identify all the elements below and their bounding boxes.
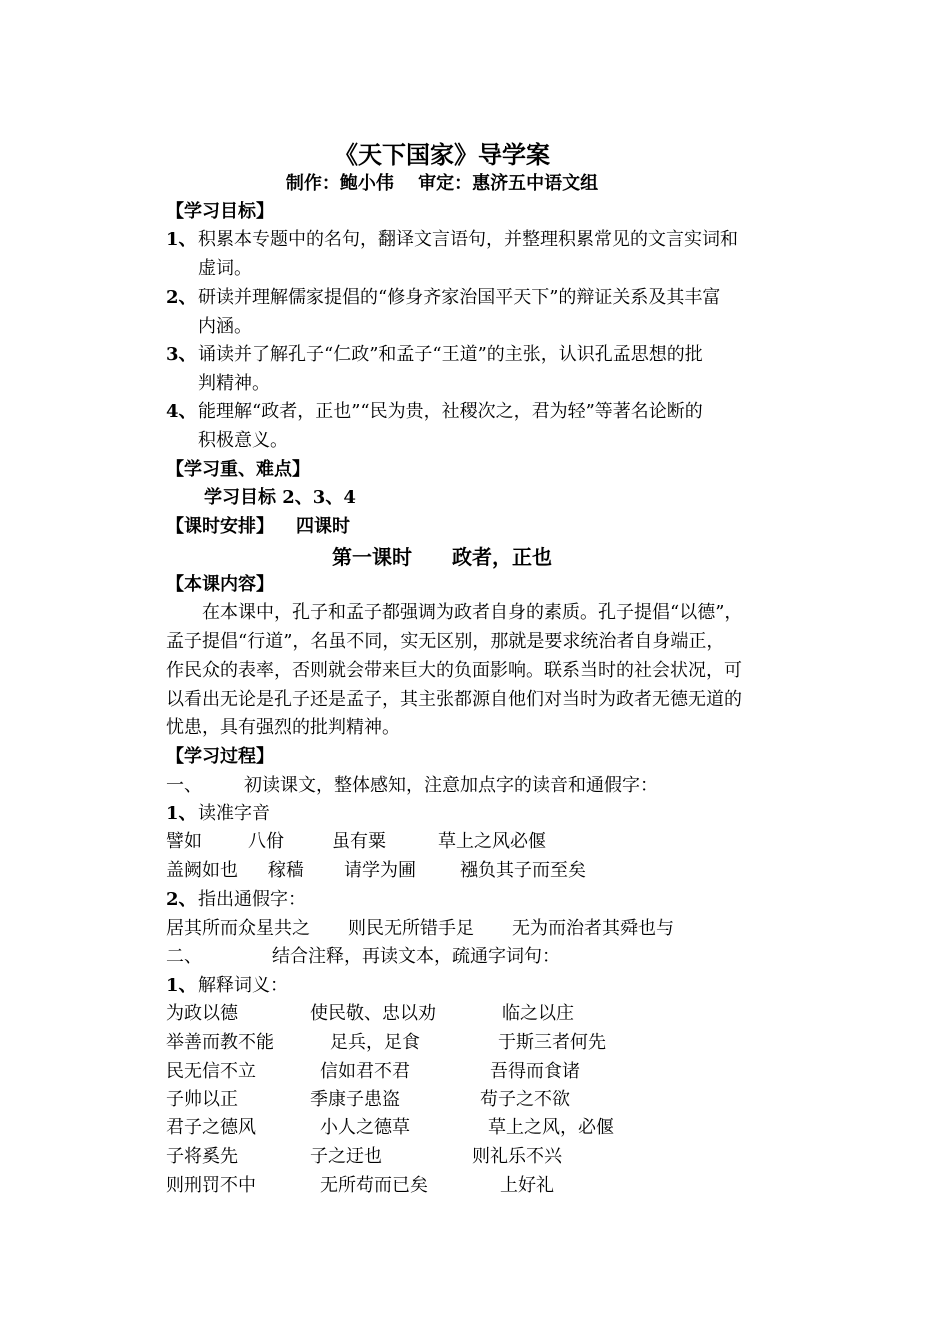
tongjia-item: 则民无所错手足 (348, 918, 474, 939)
vocab-row (166, 1032, 606, 1054)
sub-text: 指出通假字： (198, 889, 306, 910)
goal-text: 诵读并了解孔子“仁政”和孟子“王道”的主张，认识孔孟思想的批 (198, 344, 703, 365)
vocab-item: 子将奚先 (166, 1146, 238, 1167)
sub-text: 读准字音 (198, 803, 270, 824)
vocab-item: 民无信不立 (166, 1061, 256, 1082)
sub-number: 2、 (166, 889, 197, 910)
pron-item: 盖阙如也 (166, 860, 238, 881)
part-1 (166, 775, 658, 797)
pronunciation-row-2 (166, 860, 586, 882)
part-number: 二、 (166, 946, 202, 967)
tongjia-item: 居其所而众星共之 (166, 918, 310, 939)
vocab-item: 苟子之不欲 (480, 1089, 570, 1110)
vocab-item: 则刑罚不中 (166, 1175, 256, 1196)
goal-item-3 (166, 344, 703, 366)
content-heading: 【本课内容】 (166, 574, 274, 595)
vocab-row (166, 1061, 580, 1083)
keypoints-heading: 【学习重、难点】 (166, 459, 310, 480)
vocab-item: 子之迂也 (310, 1146, 382, 1167)
content-line-5: 忧患，具有强烈的批判精神。 (166, 717, 400, 738)
goals-heading: 【学习目标】 (166, 201, 274, 222)
pron-item: 八佾 (248, 831, 284, 852)
pron-item: 虽有粟 (332, 831, 386, 852)
document-title: 《天下国家》导学案 (334, 140, 550, 169)
pron-item: 襁负其子而至矣 (460, 860, 586, 881)
pron-item: 草上之风必偃 (438, 831, 546, 852)
goal-item-3-cont: 判精神。 (198, 373, 270, 394)
part-text: 初读课文，整体感知，注意加点字的读音和通假字： (244, 775, 658, 796)
pron-item: 请学为圃 (344, 860, 416, 881)
byline: 制作：鲍小伟 审定：惠济五中语文组 (285, 173, 599, 194)
vocab-item: 小人之德草 (320, 1117, 410, 1138)
goal-item-1-cont: 虚词。 (198, 258, 252, 279)
vocab-row (166, 1117, 614, 1139)
goal-number: 2、 (166, 287, 197, 308)
tongjia-item: 无为而治者其舜也与 (512, 918, 674, 939)
vocab-item: 足兵，足食 (330, 1032, 420, 1053)
keypoints-text: 学习目标 2、3、4 (204, 487, 356, 508)
vocab-item: 子帅以正 (166, 1089, 238, 1110)
sub-2 (166, 889, 306, 911)
sub-number: 1、 (166, 975, 197, 996)
goal-item-4 (166, 401, 703, 423)
vocab-item: 举善而教不能 (166, 1032, 274, 1053)
vocab-item: 君子之德风 (166, 1117, 256, 1138)
vocab-item: 为政以德 (166, 1003, 238, 1024)
schedule-heading: 【课时安排】 (166, 516, 274, 537)
content-line-1: 在本课中，孔子和孟子都强调为政者自身的素质。孔子提倡“以德”， (202, 602, 743, 623)
goal-item-1 (166, 229, 738, 251)
vocab-item: 使民敬、忠以劝 (310, 1003, 436, 1024)
vocab-item: 临之以庄 (502, 1003, 574, 1024)
goal-item-2-cont: 内涵。 (198, 316, 252, 337)
content-line-2: 孟子提倡“行道”，名虽不同，实无区别，那就是要求统治者自身端正， (166, 631, 725, 652)
vocab-item: 季康子患盗 (310, 1089, 400, 1110)
vocab-item: 草上之风，必偃 (488, 1117, 614, 1138)
vocab-item: 则礼乐不兴 (472, 1146, 562, 1167)
vocab-item: 无所苟而已矣 (320, 1175, 428, 1196)
sub-number: 1、 (166, 803, 197, 824)
pron-item: 稼穑 (268, 860, 304, 881)
goal-number: 4、 (166, 401, 197, 422)
sub-text: 解释词义： (198, 975, 288, 996)
part-text: 结合注释，再读文本，疏通字词句： (272, 946, 560, 967)
vocab-item: 信如君不君 (320, 1061, 410, 1082)
process-heading: 【学习过程】 (166, 746, 274, 767)
schedule-text: 四课时 (296, 516, 350, 537)
sub-1 (166, 803, 270, 825)
vocab-item: 吾得而食诸 (490, 1061, 580, 1082)
vocab-item: 于斯三者何先 (498, 1032, 606, 1053)
content-line-3: 作民众的表率，否则就会带来巨大的负面影响。联系当时的社会状况，可 (166, 660, 742, 681)
vocab-row (166, 1146, 562, 1168)
goal-number: 1、 (166, 229, 197, 250)
goal-text: 积累本专题中的名句，翻译文言语句，并整理积累常见的文言实词和 (198, 229, 738, 250)
part-2 (166, 946, 560, 968)
vocab-row (166, 1089, 570, 1111)
goal-item-2 (166, 287, 720, 309)
sub-3 (166, 975, 288, 997)
goal-number: 3、 (166, 344, 197, 365)
goal-text: 能理解“政者，正也”“民为贵，社稷次之，君为轻”等著名论断的 (198, 401, 703, 422)
tongjia-row (166, 918, 674, 940)
pronunciation-row-1 (166, 831, 546, 853)
vocab-item: 上好礼 (500, 1175, 554, 1196)
vocab-row (166, 1175, 554, 1197)
part-number: 一、 (166, 775, 202, 796)
goal-text: 研读并理解儒家提倡的“修身齐家治国平天下”的辩证关系及其丰富 (198, 287, 721, 308)
pron-item: 譬如 (166, 831, 202, 852)
lesson-1-heading: 第一课时 政者，正也 (332, 545, 552, 569)
vocab-row (166, 1003, 574, 1025)
schedule-line (166, 516, 350, 538)
content-line-4: 以看出无论是孔子还是孟子，其主张都源自他们对当时为政者无德无道的 (166, 689, 742, 710)
goal-item-4-cont: 积极意义。 (198, 430, 288, 451)
